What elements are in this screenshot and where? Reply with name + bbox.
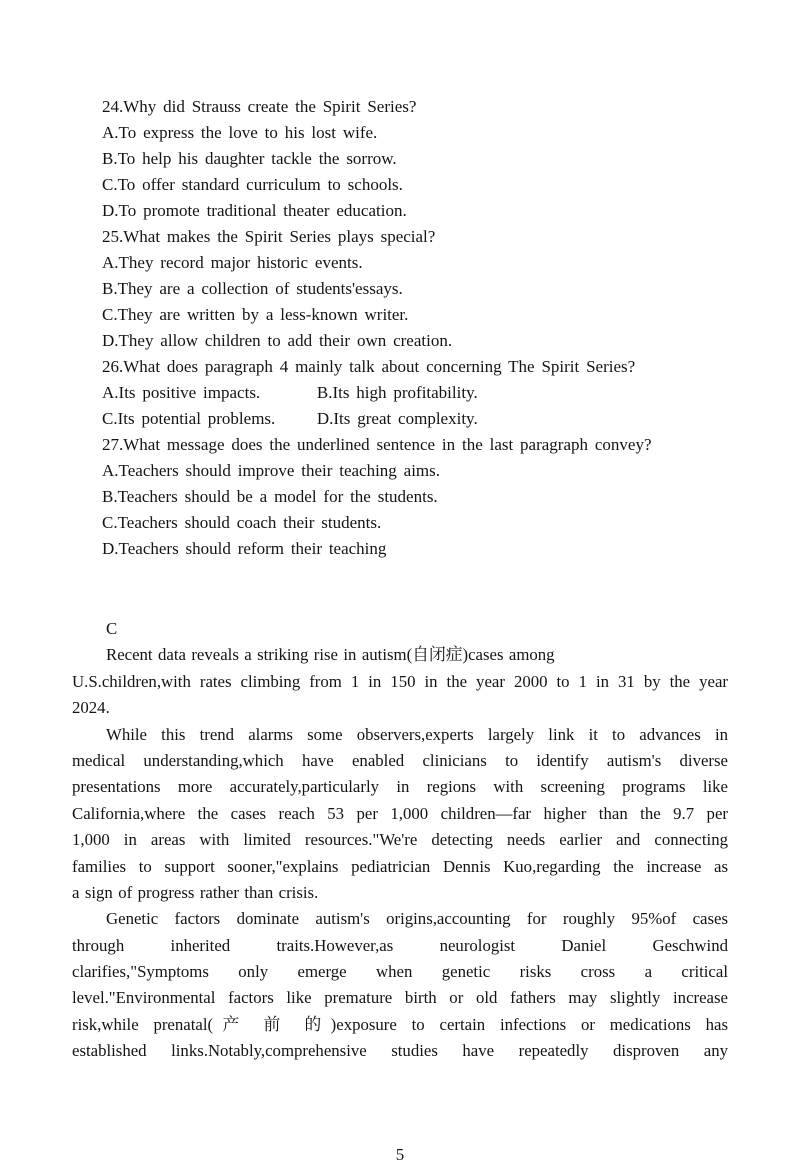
- question-26-option-c: C.Its potential problems.: [102, 409, 276, 428]
- question-26-option-d: D.Its great complexity.: [316, 409, 478, 428]
- passage-line: clarifies,"Symptoms only emerge when genetic risks cross a critical: [72, 962, 728, 982]
- question-24-prompt: 24.Why did Strauss create the Spirit Series?: [102, 97, 417, 116]
- passage-line: While this trend alarms some observers,experts largely link it to advances in: [106, 724, 728, 744]
- question-26-option-b: B.Its high profitability.: [316, 383, 478, 402]
- question-25-option-c: C.They are written by a less-known writer.: [102, 305, 409, 324]
- passage-line: a sign of progress rather than crisis.: [72, 882, 319, 902]
- question-25-option-b: B.They are a collection of students'essays.: [102, 279, 403, 298]
- question-25-prompt: 25.What makes the Spirit Series plays special?: [102, 227, 436, 246]
- question-26-option-a: A.Its positive impacts.: [102, 383, 261, 402]
- passage-line: U.S.children,with rates climbing from 1 in 150 in the year 2000 to 1 in 31 by the year: [72, 671, 728, 691]
- question-27-option-d: D.Teachers should reform their teaching: [102, 539, 387, 558]
- questions-section: [72, 94, 730, 562]
- passage-line: Genetic factors dominate autism's origins,accounting for roughly 95%of cases: [106, 909, 728, 929]
- question-24-option-d: D.To promote traditional theater education.: [102, 201, 407, 220]
- section-label: C: [106, 619, 118, 638]
- question-25-option-d: D.They allow children to add their own creation.: [102, 331, 453, 350]
- passage-line: risk,while prenatal(产 前 的)exposure to certain infections or medications has: [72, 1014, 728, 1034]
- question-24-option-c: C.To offer standard curriculum to schools.: [102, 175, 403, 194]
- question-24-option-b: B.To help his daughter tackle the sorrow.: [102, 149, 397, 168]
- reading-passage-c: [72, 616, 728, 1065]
- question-26-option-row-ab: [72, 380, 730, 406]
- question-27-prompt: 27.What message does the underlined sentence in the last paragraph convey?: [102, 435, 652, 454]
- page-number: 5: [395, 1145, 405, 1164]
- passage-line: 1,000 in areas with limited resources."We're detecting needs earlier and connecting: [72, 830, 728, 850]
- passage-line: families to support sooner,"explains pediatrician Dennis Kuo,regarding the increase as: [72, 856, 728, 876]
- passage-line: medical understanding,which have enabled clinicians to identify autism's diverse: [72, 750, 728, 770]
- question-24-option-a: A.To express the love to his lost wife.: [102, 123, 378, 142]
- question-26-prompt: 26.What does paragraph 4 mainly talk about concerning The Spirit Series?: [102, 357, 636, 376]
- question-27-option-a: A.Teachers should improve their teaching aims.: [102, 461, 441, 480]
- passage-line: 2024.: [72, 698, 110, 718]
- passage-line: presentations more accurately,particularly in regions with screening programs like: [72, 777, 728, 797]
- question-27-option-c: C.Teachers should coach their students.: [102, 513, 382, 532]
- question-26-option-row-cd: [72, 406, 730, 432]
- passage-line: California,where the cases reach 53 per 1,000 children—far higher than the 9.7 per: [72, 803, 728, 823]
- passage-line: through inherited traits.However,as neurologist Daniel Geschwind: [72, 935, 728, 955]
- question-25-option-a: A.They record major historic events.: [102, 253, 363, 272]
- passage-line: Recent data reveals a striking rise in autism(自闭症)cases among: [106, 645, 555, 665]
- passage-line: established links.Notably,comprehensive studies have repeatedly disproven any: [72, 1041, 728, 1061]
- passage-line: level."Environmental factors like premature birth or old fathers may slightly increase: [72, 988, 728, 1008]
- question-27-option-b: B.Teachers should be a model for the students.: [102, 487, 438, 506]
